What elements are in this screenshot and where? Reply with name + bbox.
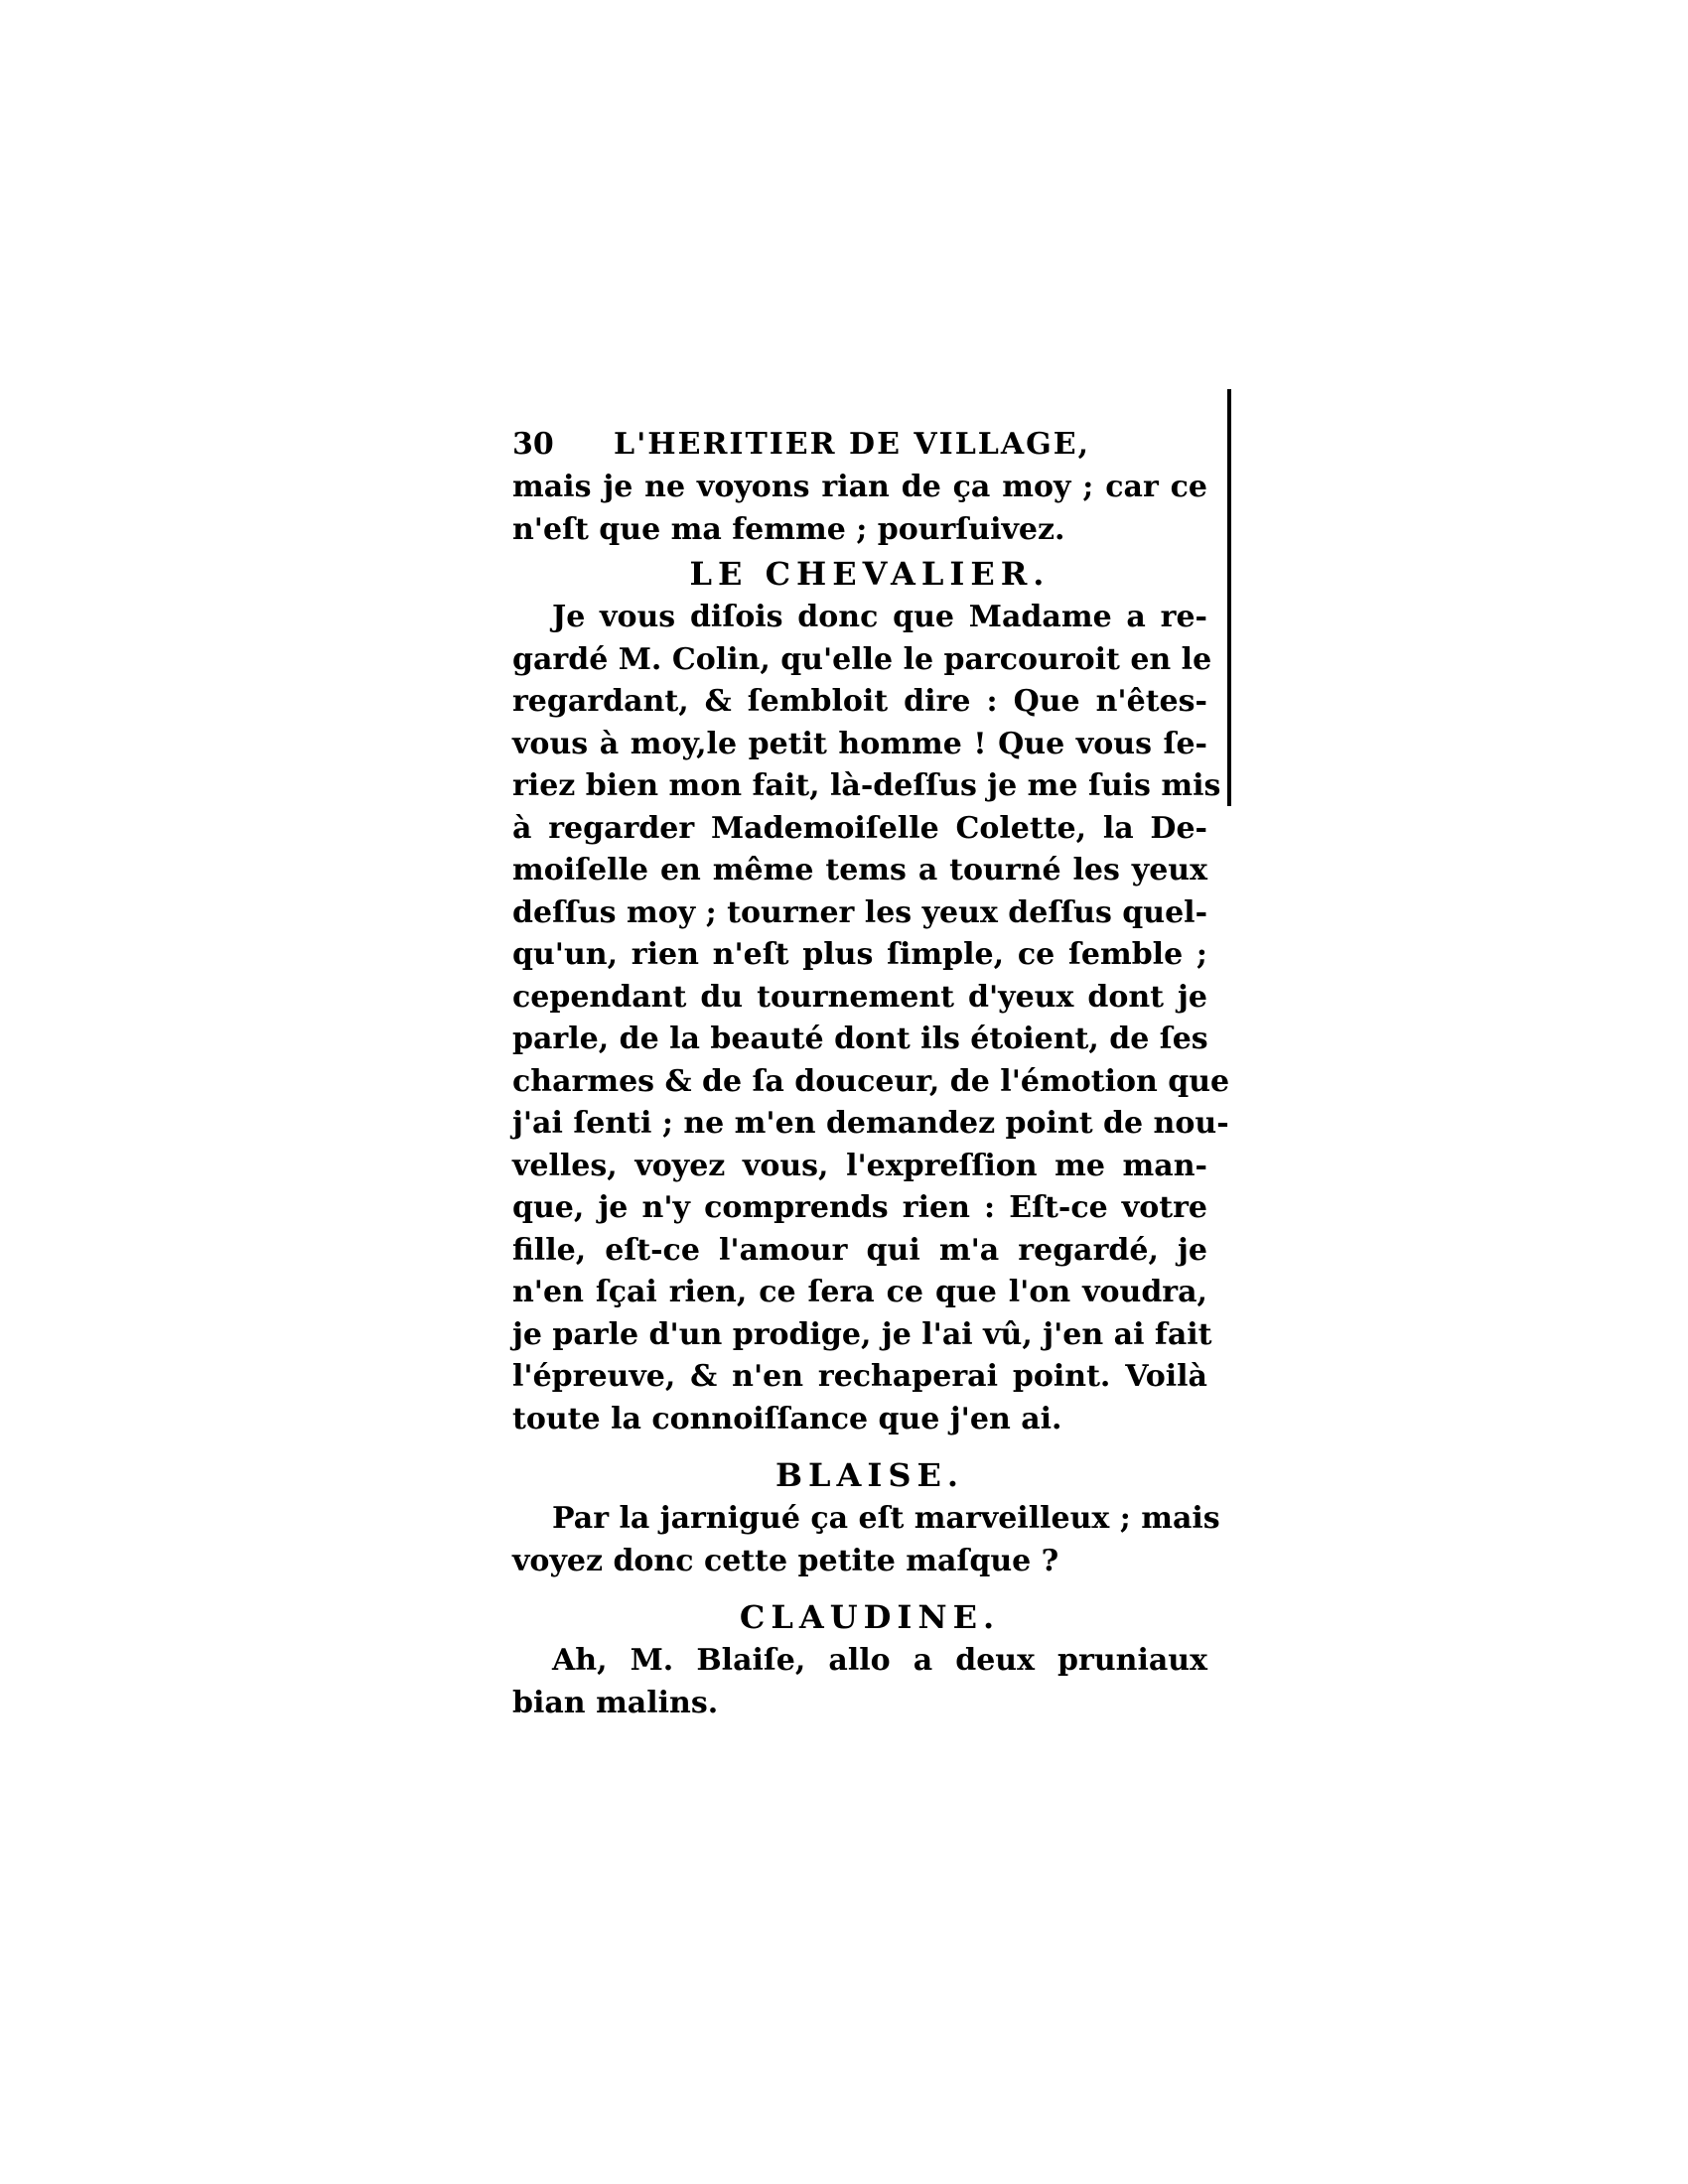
speaker-name: CLAUDINE.	[739, 1598, 1001, 1636]
running-title: L'HERITIER DE VILLAGE,	[614, 427, 1091, 462]
text-line: j'ai ſenti ; ne m'en demandez point de nou-	[512, 1106, 1229, 1141]
text-line: regardant, & ſembloit dire : Que n'êtes-	[512, 684, 1207, 719]
speaker-name: LE CHEVALIER.	[689, 555, 1051, 593]
text-line: deſſus moy ; tourner les yeux deſſus quel-	[512, 894, 1208, 930]
text-line: qu'un, rien n'eſt plus ſimple, ce ſemble ;	[512, 937, 1207, 972]
text-line: fille, eſt-ce l'amour qui m'a regardé, je	[512, 1232, 1207, 1268]
text-block	[512, 423, 1230, 1724]
speaker-name: BLAISE.	[775, 1456, 964, 1494]
text-line: riez bien mon fait, là-deſſus je me ſuis mis	[512, 768, 1221, 803]
text-line: gardé M. Colin, qu'elle le parcouroit en le	[512, 641, 1212, 677]
text-line: n'en ſçai rien, ce ſera ce que l'on voudra,	[512, 1275, 1207, 1309]
text-line: parle, de la beauté dont ils étoient, de ſes	[512, 1022, 1208, 1056]
page-number: 30	[512, 427, 554, 462]
text-line: à regarder Mademoiſelle Colette, la De-	[512, 810, 1207, 846]
text-line: Je vous diſois donc que Madame a re-	[552, 600, 1207, 634]
margin-rule	[1227, 389, 1231, 806]
text-line: Ah, M. Blaiſe, allo a deux pruniaux	[552, 1643, 1207, 1678]
text-line: toute la connoiſſance que j'en ai.	[512, 1401, 1062, 1436]
text-line: je parle d'un prodige, je l'ai vû, j'en ai fait	[512, 1316, 1212, 1352]
text-line: mais je ne voyons rian de ça moy ; car ce	[512, 470, 1207, 504]
text-line: voyez donc cette petite maſque ?	[512, 1543, 1059, 1578]
text-line: moiſelle en même tems a tourné les yeux	[512, 853, 1207, 887]
text-line: n'eſt que ma femme ; pourſuivez.	[512, 511, 1065, 547]
text-line: Par la jarnigué ça eſt marveilleux ; mais	[552, 1501, 1220, 1536]
text-line: charmes & de ſa douceur, de l'émotion que	[512, 1063, 1230, 1099]
text-line: cependant du tournement d'yeux dont je	[512, 979, 1207, 1015]
text-line: l'épreuve, & n'en rechaperai point. Voilà	[512, 1359, 1207, 1394]
text-line: vous à moy,le petit homme ! Que vous ſe-	[512, 726, 1207, 761]
text-line: bian malins.	[512, 1685, 719, 1720]
running-head	[512, 423, 1207, 467]
text-line: velles, voyez vous, l'expreſſion me man-	[512, 1148, 1207, 1183]
text-line: que, je n'y comprends rien : Eſt-ce votre	[512, 1190, 1207, 1225]
